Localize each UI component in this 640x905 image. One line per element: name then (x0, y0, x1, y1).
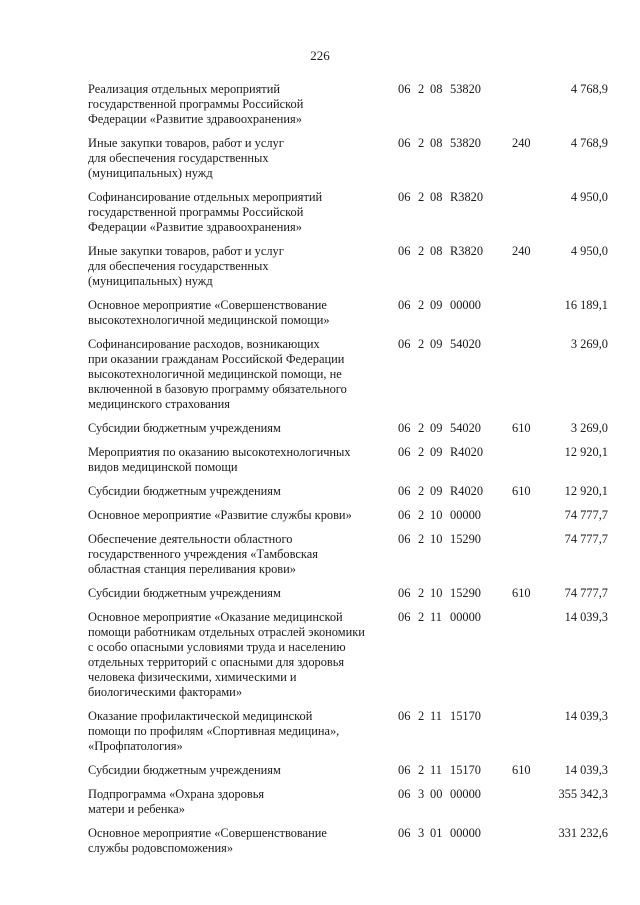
program-code: 06 (398, 190, 411, 204)
program-code: 06 (398, 826, 411, 840)
description-line: видов медицинской помощи (88, 460, 238, 474)
budget-table (88, 82, 608, 865)
amount: 4 950,0 (570, 190, 608, 204)
description-line: Оказание профилактической медицинской (88, 709, 313, 723)
activity-code: 09 (430, 421, 443, 435)
program-code: 06 (398, 709, 411, 723)
activity-code: 09 (430, 484, 443, 498)
subprogram-code: 2 (418, 763, 425, 777)
table-row (88, 244, 608, 289)
row-description (88, 136, 394, 181)
row-description (88, 532, 394, 577)
table-row (88, 484, 608, 499)
description-line: Субсидии бюджетным учреждениям (88, 763, 281, 777)
description-line: включенной в базовую программу обязательного (88, 382, 347, 396)
row-description (88, 445, 394, 475)
description-line: для обеспечения государственных (88, 259, 269, 273)
description-line: Софинансирование отдельных мероприятий (88, 190, 323, 204)
amount: 16 189,1 (564, 298, 608, 312)
activity-code: 08 (430, 136, 443, 150)
description-line: Субсидии бюджетным учреждениям (88, 484, 281, 498)
subprogram-code: 2 (418, 136, 425, 150)
program-code: 06 (398, 337, 411, 351)
subprogram-code: 3 (418, 826, 425, 840)
amount: 355 342,3 (558, 787, 608, 801)
program-code: 06 (398, 610, 411, 624)
amount: 331 232,6 (558, 826, 608, 840)
description-line: Мероприятия по оказанию высокотехнологичных (88, 445, 351, 459)
amount: 3 269,0 (570, 421, 608, 435)
activity-code: 09 (430, 445, 443, 459)
table-row (88, 610, 608, 700)
program-code: 06 (398, 586, 411, 600)
expense-type-code (512, 445, 540, 475)
description-line: Основное мероприятие «Совершенствование (88, 826, 327, 840)
direction-code: R4020 (450, 445, 484, 459)
description-line: государственной программы Российской (88, 205, 304, 219)
description-line: государственного учреждения «Тамбовская (88, 547, 318, 561)
description-line: Основное мероприятие «Оказание медицинской (88, 610, 343, 624)
description-line: (муниципальных) нужд (88, 274, 213, 288)
direction-code: 54020 (450, 421, 481, 435)
table-row (88, 298, 608, 328)
direction-code: 00000 (450, 610, 481, 624)
row-description (88, 82, 394, 127)
table-row (88, 82, 608, 127)
amount: 4 768,9 (570, 136, 608, 150)
description-line: матери и ребенка» (88, 802, 185, 816)
row-description (88, 586, 394, 601)
description-line: областная станция переливания крови» (88, 562, 296, 576)
direction-code: 15170 (450, 709, 481, 723)
direction-code: 54020 (450, 337, 481, 351)
expense-type-code: 610 (512, 586, 531, 600)
program-code: 06 (398, 763, 411, 777)
table-row (88, 421, 608, 436)
description-line: Федерации «Развитие здравоохранения» (88, 112, 302, 126)
subprogram-code: 2 (418, 445, 425, 459)
direction-code: 53820 (450, 82, 481, 96)
subprogram-code: 2 (418, 190, 425, 204)
table-row (88, 787, 608, 817)
program-code: 06 (398, 787, 411, 801)
activity-code: 10 (430, 532, 443, 546)
description-line: (муниципальных) нужд (88, 166, 213, 180)
description-line: Субсидии бюджетным учреждениям (88, 586, 281, 600)
amount: 74 777,7 (564, 586, 608, 600)
table-row (88, 445, 608, 475)
activity-code: 09 (430, 298, 443, 312)
description-line: Иные закупки товаров, работ и услуг (88, 136, 284, 150)
amount: 74 777,7 (564, 532, 608, 546)
expense-type-code (512, 82, 540, 127)
description-line: с особо опасными условиями труда и населению (88, 640, 346, 654)
description-line: высокотехнологичной медицинской помощи, не (88, 367, 342, 381)
row-description (88, 244, 394, 289)
description-line: медицинского страхования (88, 397, 230, 411)
activity-code: 10 (430, 586, 443, 600)
program-code: 06 (398, 136, 411, 150)
expense-type-code (512, 508, 540, 523)
expense-type-code (512, 610, 540, 700)
activity-code: 09 (430, 337, 443, 351)
expense-type-code: 240 (512, 136, 531, 150)
amount: 4 950,0 (570, 244, 608, 258)
table-row (88, 709, 608, 754)
description-line: Подпрограмма «Охрана здоровья (88, 787, 265, 801)
amount: 14 039,3 (564, 610, 608, 624)
description-line: Софинансирование расходов, возникающих (88, 337, 320, 351)
description-line: Обеспечение деятельности областного (88, 532, 293, 546)
description-line: Субсидии бюджетным учреждениям (88, 421, 281, 435)
subprogram-code: 2 (418, 82, 425, 96)
row-description (88, 787, 394, 817)
expense-type-code (512, 787, 540, 817)
subprogram-code: 2 (418, 610, 425, 624)
direction-code: 15290 (450, 532, 481, 546)
subprogram-code: 2 (418, 586, 425, 600)
subprogram-code: 2 (418, 508, 425, 522)
amount: 12 920,1 (564, 445, 608, 459)
program-code: 06 (398, 532, 411, 546)
description-line: Реализация отдельных мероприятий (88, 82, 280, 96)
description-line: государственной программы Российской (88, 97, 304, 111)
table-row (88, 532, 608, 577)
activity-code: 01 (430, 826, 443, 840)
subprogram-code: 3 (418, 787, 425, 801)
row-description (88, 508, 394, 523)
table-row (88, 190, 608, 235)
subprogram-code: 2 (418, 244, 425, 258)
expense-type-code (512, 826, 540, 856)
program-code: 06 (398, 445, 411, 459)
activity-code: 11 (430, 763, 442, 777)
expense-type-code (512, 190, 540, 235)
direction-code: 53820 (450, 136, 481, 150)
expense-type-code: 240 (512, 244, 531, 258)
subprogram-code: 2 (418, 421, 425, 435)
subprogram-code: 2 (418, 709, 425, 723)
description-line: отдельных территорий с опасными для здоровья (88, 655, 345, 669)
amount: 14 039,3 (564, 763, 608, 777)
description-line: для обеспечения государственных (88, 151, 269, 165)
activity-code: 10 (430, 508, 443, 522)
direction-code: 00000 (450, 508, 481, 522)
description-line: высокотехнологичной медицинской помощи» (88, 313, 330, 327)
direction-code: 15170 (450, 763, 481, 777)
description-line: службы родовспоможения» (88, 841, 234, 855)
direction-code: 00000 (450, 787, 481, 801)
table-row (88, 337, 608, 412)
expense-type-code: 610 (512, 421, 531, 435)
expense-type-code (512, 709, 540, 754)
table-row (88, 136, 608, 181)
program-code: 06 (398, 484, 411, 498)
description-line: при оказании гражданам Российской Федерации (88, 352, 345, 366)
row-description (88, 763, 394, 778)
activity-code: 11 (430, 610, 442, 624)
direction-code: 15290 (450, 586, 481, 600)
expense-type-code (512, 337, 540, 412)
description-line: Федерации «Развитие здравоохранения» (88, 220, 302, 234)
activity-code: 08 (430, 190, 443, 204)
table-row (88, 826, 608, 856)
amount: 12 920,1 (564, 484, 608, 498)
row-description (88, 190, 394, 235)
direction-code: R3820 (450, 244, 484, 258)
expense-type-code: 610 (512, 484, 531, 498)
expense-type-code (512, 298, 540, 328)
program-code: 06 (398, 82, 411, 96)
program-code: 06 (398, 298, 411, 312)
table-row (88, 586, 608, 601)
description-line: «Профпатология» (88, 739, 183, 753)
amount: 14 039,3 (564, 709, 608, 723)
table-row (88, 763, 608, 778)
direction-code: 00000 (450, 298, 481, 312)
direction-code: R4020 (450, 484, 484, 498)
description-line: Основное мероприятие «Совершенствование (88, 298, 327, 312)
amount: 3 269,0 (570, 337, 608, 351)
row-description (88, 337, 394, 412)
description-line: человека физическими, химическими и (88, 670, 297, 684)
row-description (88, 298, 394, 328)
amount: 4 768,9 (570, 82, 608, 96)
row-description (88, 709, 394, 754)
subprogram-code: 2 (418, 337, 425, 351)
expense-type-code: 610 (512, 763, 531, 777)
activity-code: 11 (430, 709, 442, 723)
program-code: 06 (398, 508, 411, 522)
description-line: помощи работникам отдельных отраслей экономики (88, 625, 365, 639)
direction-code: 00000 (450, 826, 481, 840)
subprogram-code: 2 (418, 298, 425, 312)
description-line: Основное мероприятие «Развитие службы крови» (88, 508, 352, 522)
amount: 74 777,7 (564, 508, 608, 522)
program-code: 06 (398, 421, 411, 435)
description-line: Иные закупки товаров, работ и услуг (88, 244, 284, 258)
row-description (88, 610, 394, 700)
page-number: 226 (310, 48, 330, 63)
program-code: 06 (398, 244, 411, 258)
table-row (88, 508, 608, 523)
description-line: биологическими факторами» (88, 685, 243, 699)
row-description (88, 484, 394, 499)
activity-code: 08 (430, 82, 443, 96)
description-line: помощи по профилям «Спортивная медицина», (88, 724, 340, 738)
subprogram-code: 2 (418, 532, 425, 546)
activity-code: 00 (430, 787, 443, 801)
activity-code: 08 (430, 244, 443, 258)
expense-type-code (512, 532, 540, 577)
subprogram-code: 2 (418, 484, 425, 498)
row-description (88, 421, 394, 436)
row-description (88, 826, 394, 856)
direction-code: R3820 (450, 190, 484, 204)
